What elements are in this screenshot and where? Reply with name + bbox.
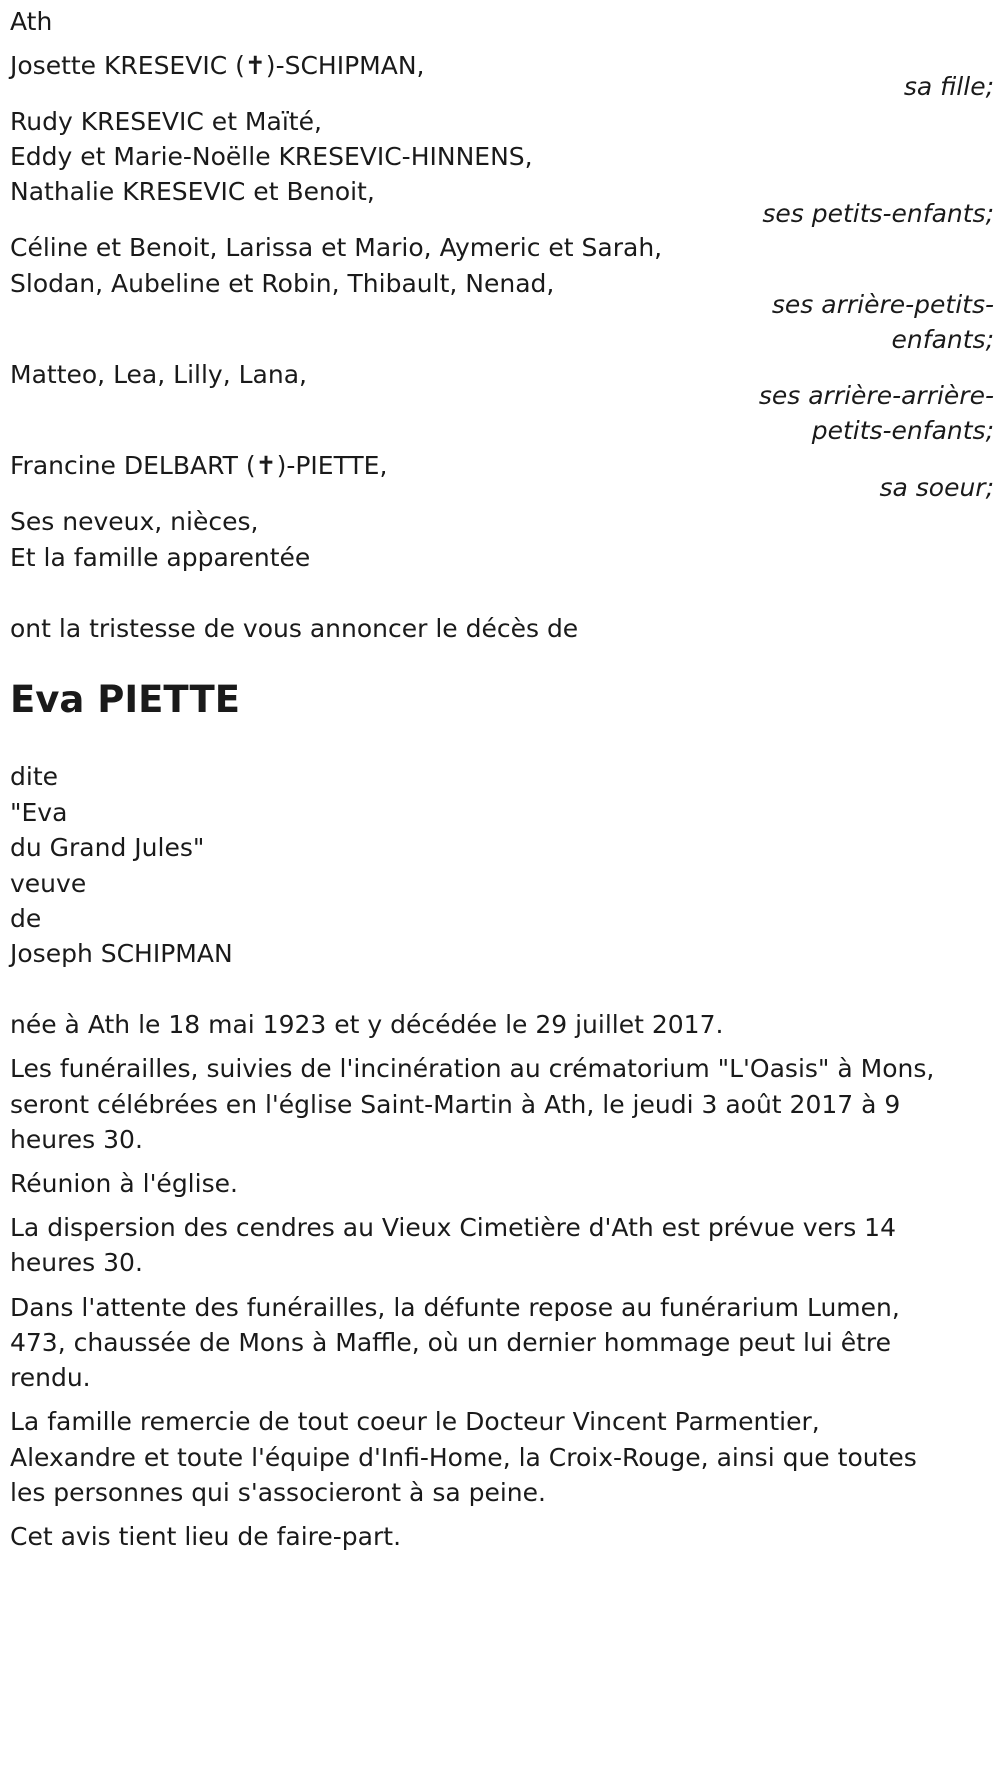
great-grandchild-line: Céline et Benoit, Larissa et Mario, Aymeric et Sarah, — [10, 233, 663, 262]
sister-relation: sa soeur; — [879, 473, 994, 502]
alias-line: veuve — [10, 869, 87, 898]
funeral-line: heures 30. — [10, 1125, 143, 1154]
great-grandchildren-relation-2: enfants; — [891, 325, 994, 354]
alias-line: Joseph SCHIPMAN — [10, 939, 233, 968]
funeral-line: Les funérailles, suivies de l'incinération au crématorium "L'Oasis" à Mons, — [10, 1054, 935, 1083]
grandchild-line: Nathalie KRESEVIC et Benoit, — [10, 177, 375, 206]
rest-line: Dans l'attente des funérailles, la défunte repose au funérarium Lumen, — [10, 1293, 900, 1322]
other-family-line: Ses neveux, nièces, — [10, 507, 259, 536]
birth-death-paragraph: née à Ath le 18 mai 1923 et y décédée le 29 juillet 2017. — [10, 1010, 724, 1039]
alias-line: de — [10, 904, 42, 933]
announcement-text: ont la tristesse de vous annoncer le décès de — [10, 614, 579, 643]
deceased-name: Eva PIETTE — [10, 678, 241, 721]
grandchild-line: Rudy KRESEVIC et Maïté, — [10, 107, 322, 136]
grandchild-line: Eddy et Marie-Noëlle KRESEVIC-HINNENS, — [10, 142, 533, 171]
ashes-line: heures 30. — [10, 1248, 143, 1277]
thanks-line: les personnes qui s'associeront à sa peine. — [10, 1478, 546, 1507]
great-great-grandchild-line: Matteo, Lea, Lilly, Lana, — [10, 360, 307, 389]
great-grandchildren-relation-1: ses arrière-petits- — [771, 290, 994, 319]
great-great-grandchildren-relation-1: ses arrière-arrière- — [758, 381, 994, 410]
daughter-relation: sa fille; — [903, 72, 994, 101]
meeting-paragraph: Réunion à l'église. — [10, 1169, 238, 1198]
great-grandchild-line: Slodan, Aubeline et Robin, Thibault, Nenad, — [10, 269, 555, 298]
funeral-line: seront célébrées en l'église Saint-Martin à Ath, le jeudi 3 août 2017 à 9 — [10, 1090, 901, 1119]
great-great-grandchildren-relation-2: petits-enfants; — [811, 416, 994, 445]
place-label: Ath — [10, 7, 53, 36]
ashes-line: La dispersion des cendres au Vieux Cimetière d'Ath est prévue vers 14 — [10, 1213, 896, 1242]
alias-line: "Eva — [10, 798, 68, 827]
thanks-line: La famille remercie de tout coeur le Docteur Vincent Parmentier, — [10, 1407, 820, 1436]
grandchildren-relation: ses petits-enfants; — [762, 199, 994, 228]
alias-line: du Grand Jules" — [10, 833, 205, 862]
rest-line: 473, chaussée de Mons à Maffle, où un dernier hommage peut lui être — [10, 1328, 891, 1357]
other-family-line: Et la famille apparentée — [10, 543, 311, 572]
notice-paragraph: Cet avis tient lieu de faire-part. — [10, 1522, 402, 1551]
rest-line: rendu. — [10, 1363, 91, 1392]
thanks-line: Alexandre et toute l'équipe d'Infi-Home, la Croix-Rouge, ainsi que toutes — [10, 1443, 917, 1472]
daughter-name: Josette KRESEVIC (✝)-SCHIPMAN, — [10, 51, 425, 80]
alias-line: dite — [10, 762, 58, 791]
sister-name: Francine DELBART (✝)-PIETTE, — [10, 451, 388, 480]
